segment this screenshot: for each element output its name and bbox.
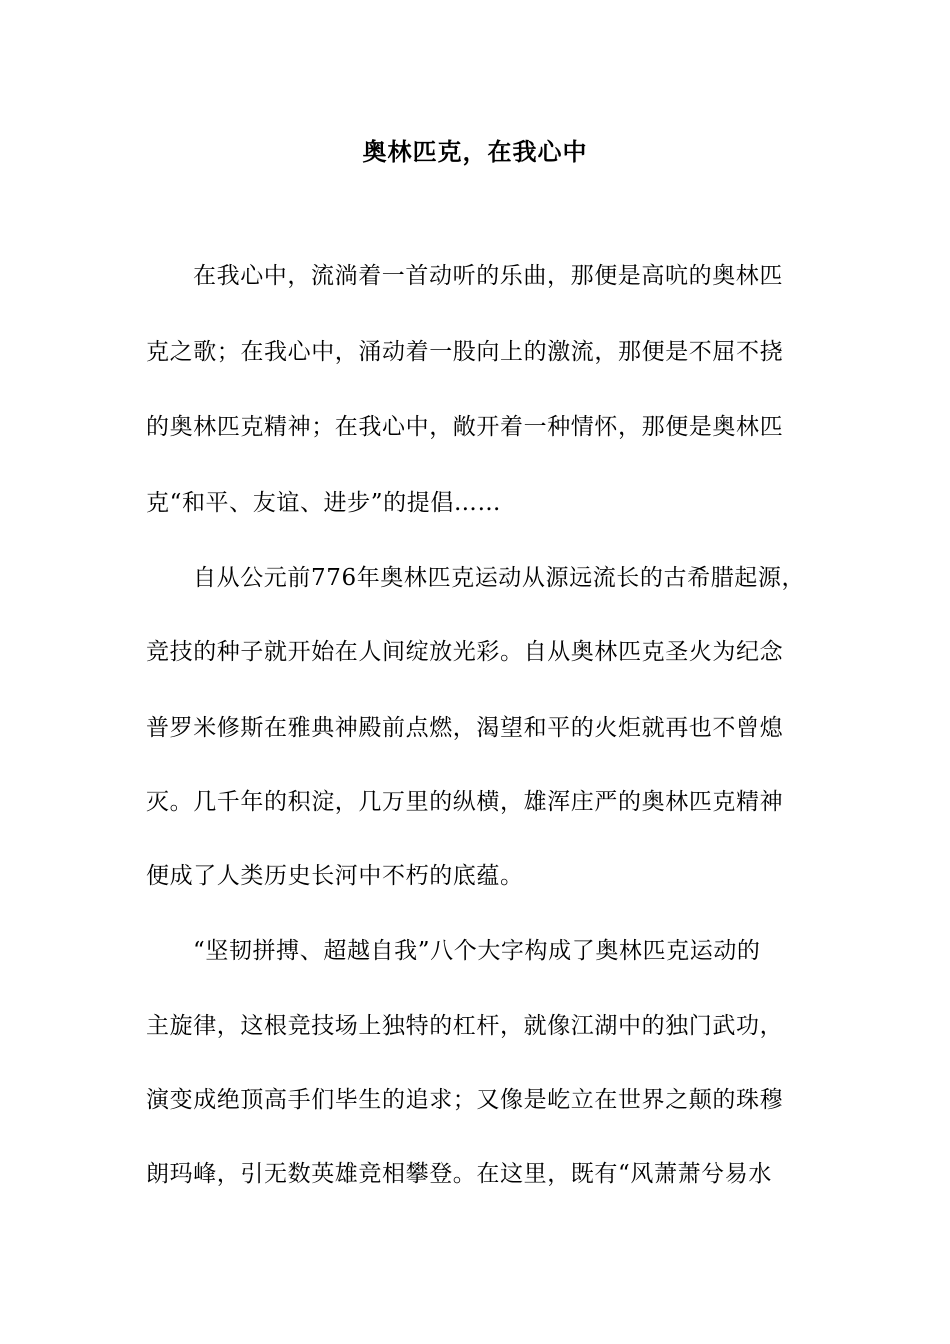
text-line: 克“和平、友谊、进步”的提倡……: [146, 490, 502, 516]
text-line: 的奥林匹克精神；在我心中，敞开着一种情怀，那便是奥林匹: [146, 414, 784, 440]
text-line: 灭。几千年的积淀，几万里的纵横，雄浑庄严的奥林匹克精神: [146, 789, 784, 815]
text-line: “坚韧拼搏、超越自我”八个大字构成了奥林匹克运动的: [193, 938, 761, 964]
text-line: 朗玛峰，引无数英雄竞相攀登。在这里，既有“风萧萧兮易水: [146, 1161, 772, 1187]
text-line: 自从公元前776年奥林匹克运动从源远流长的古希腊起源，: [193, 565, 806, 591]
text-line: 在我心中，流淌着一首动听的乐曲，那便是高吭的奥林匹: [193, 263, 783, 289]
text-line: 克之歌；在我心中，涌动着一股向上的激流，那便是不屈不挠: [146, 339, 784, 365]
text-line: 竞技的种子就开始在人间绽放光彩。自从奥林匹克圣火为纪念: [146, 639, 784, 665]
text-line: 演变成绝顶高手们毕生的追求；又像是屹立在世界之颠的珠穆: [146, 1087, 784, 1113]
page-title: 奥林匹克，在我心中: [362, 137, 588, 166]
text-line: 便成了人类历史长河中不朽的底蕴。: [146, 863, 524, 889]
text-line: 主旋律，这根竞技场上独特的杠杆，就像江湖中的独门武功，: [146, 1013, 784, 1039]
text-line: 普罗米修斯在雅典神殿前点燃，渴望和平的火炬就再也不曾熄: [146, 715, 784, 741]
